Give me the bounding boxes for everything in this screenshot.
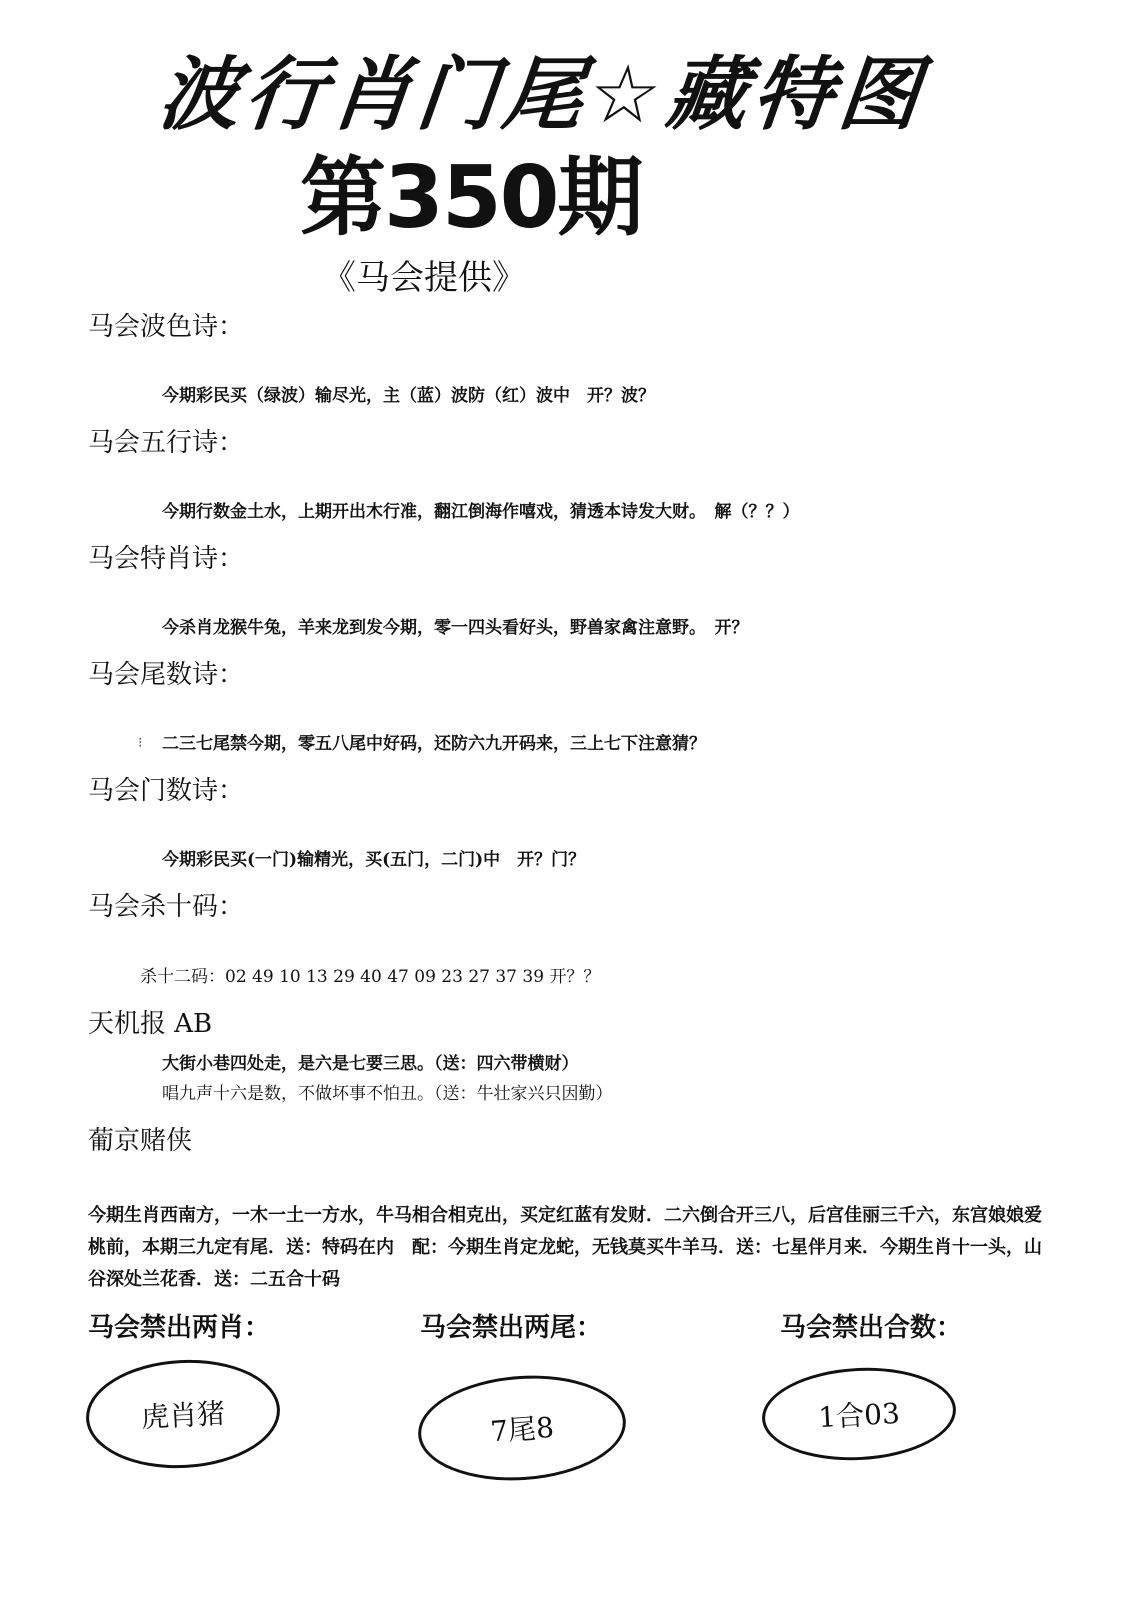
gate-poem-label: 马会门数诗： [88,776,245,806]
tianji-line-2: 唱九声十六是数，不做坏事不怕丑。（送：牛壮家兴只因勤） [162,1084,613,1104]
bullet-mark: ⁝ [138,735,143,751]
ban-zodiac-oval [83,1355,282,1473]
ban-tail-value: 7尾8 [489,1410,555,1449]
tail-poem-label: 马会尾数诗： [88,660,245,690]
five-elements-poem-verse: 今期行数金土水，上期开出木行准，翻江倒海作嘻戏，猜透本诗发大财。 解（？？） [162,502,800,522]
ban-tail-label: 马会禁出两尾： [420,1313,603,1343]
gate-poem-verse: 今期彩民买(一门)输精光，买(五门，二门)中 开？门？ [162,850,586,870]
macau-gambler-label: 葡京赌侠 [88,1126,193,1156]
tianji-line-1: 大街小巷四处走，是六是七要三思。（送：四六带横财） [162,1054,579,1074]
page-title: 波行肖门尾☆藏特图 [154,48,930,141]
issue-number: 第350期 [300,148,642,248]
ban-sum-value: 1合03 [817,1396,901,1435]
wave-poem-label: 马会波色诗： [88,312,245,342]
zodiac-poem-verse: 今杀肖龙猴牛兔，羊来龙到发今期，零一四头看好头，野兽家禽注意野。 开？ [162,618,749,638]
macau-gambler-text: 今期生肖西南方，一木一土一方水，牛马相合相克出，买定红蓝有发财．二六倒合开三八，后宫佳丽三千六，东宫娘娘爱桃前，本期三九定有尾．送：特码在内 配：今期生肖定龙蛇，无钱莫买牛羊马．送：七星伴月来．今期生肖十一头，山谷深处兰花香．送：二五合十码 [88,1205,1042,1290]
wave-poem-verse: 今期彩民买（绿波）输尽光，主（蓝）波防（红）波中 开？波？ [162,386,655,406]
tianji-label: 天机报 AB [88,1009,213,1039]
tail-poem-verse: 二三七尾禁今期，零五八尾中好码，还防六九开码来，三上七下注意猜？ [162,734,706,754]
provider-label: 《马会提供》 [322,258,526,298]
zodiac-poem-label: 马会特肖诗： [88,544,245,574]
ban-zodiac-label: 马会禁出两肖： [88,1313,271,1343]
ban-sum-oval [760,1363,959,1465]
kill-numbers-list: 杀十二码：02 49 10 13 29 40 47 09 23 27 37 39 开？？ [140,967,601,987]
ban-zodiac-value: 虎肖猪 [140,1396,226,1435]
ban-sum-label: 马会禁出合数： [780,1313,963,1343]
kill-numbers-label: 马会杀十码： [88,892,245,922]
five-elements-poem-label: 马会五行诗： [88,428,245,458]
ban-tail-oval [415,1369,630,1487]
